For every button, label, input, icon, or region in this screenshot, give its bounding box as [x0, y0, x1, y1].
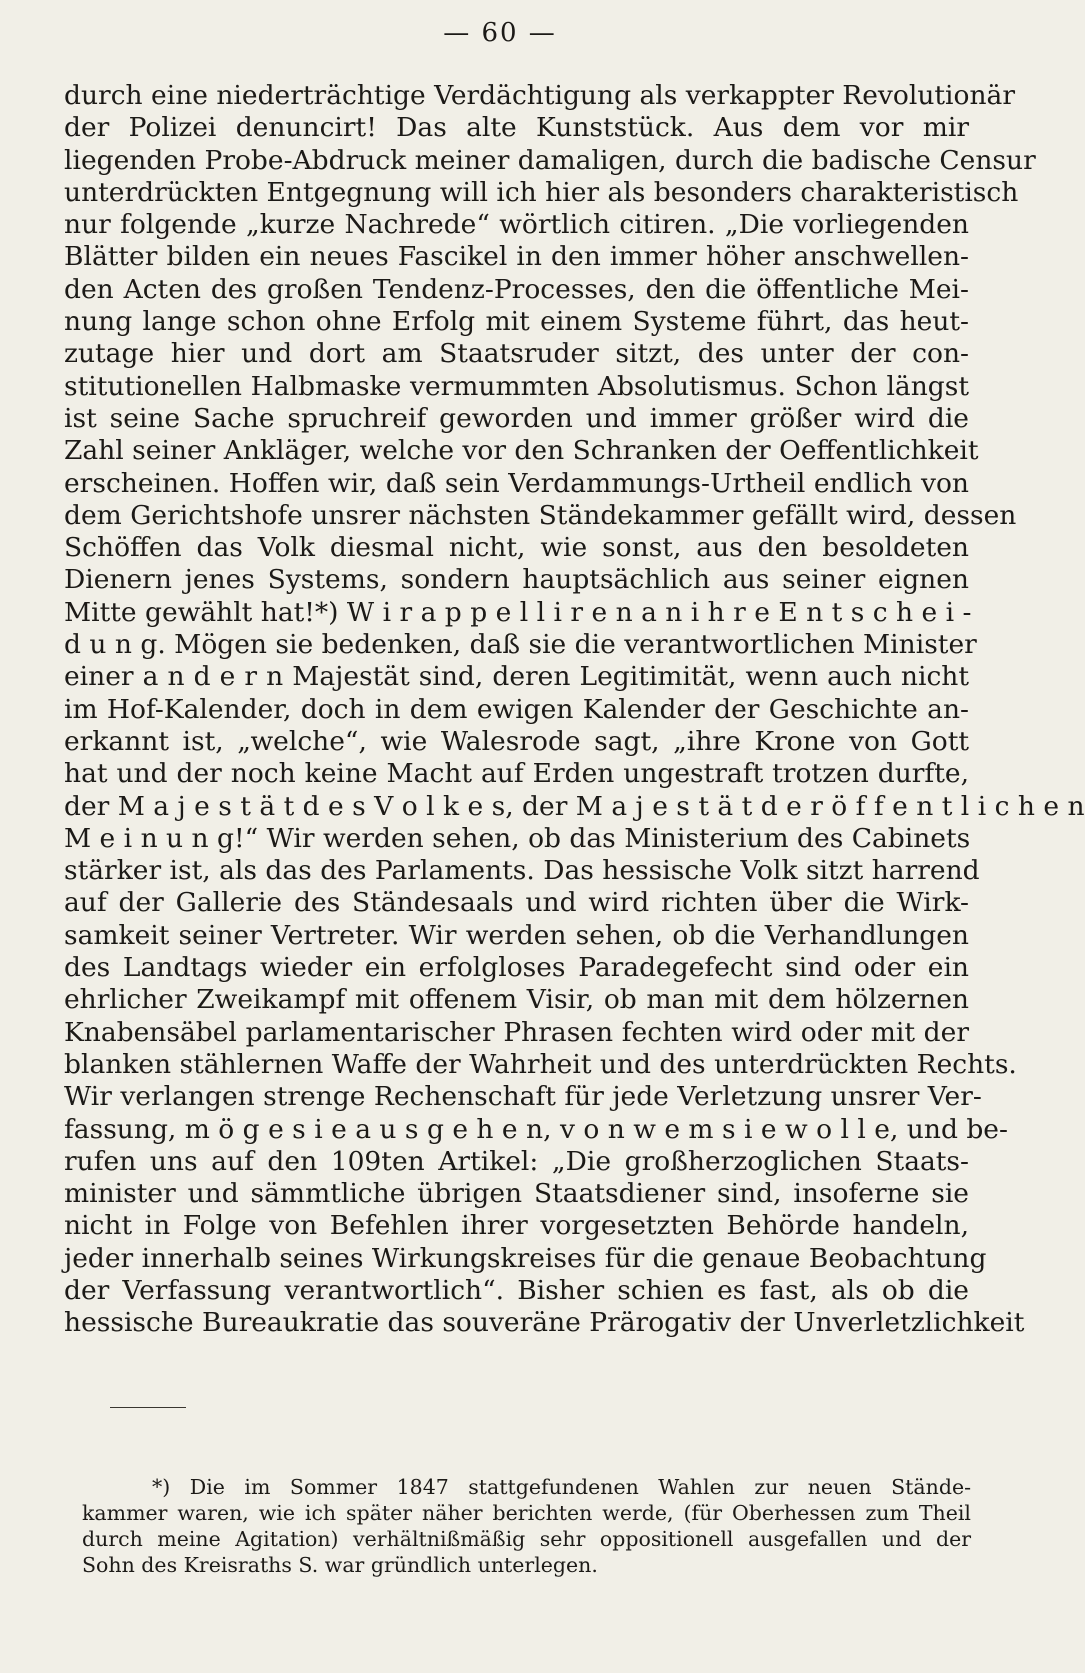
body-line: im Hof-Kalender, doch in dem ewigen Kalender der Geschichte an-	[64, 693, 969, 725]
body-line: fassung, m ö g e s i e a u s g e h e n, v o n w e m s i e w o l l e, und be-	[64, 1113, 1008, 1145]
body-line: minister und sämmtliche übrigen Staatsdiener sind, insoferne sie	[64, 1178, 969, 1210]
body-line: stitutionellen Halbmaske vermummten Absolutismus. Schon längst	[64, 370, 969, 402]
body-line: durch eine niederträchtige Verdächtigung als verkappter Revolutionär	[64, 80, 1015, 111]
body-line: Knabensäbel parlamentarischer Phrasen fechten wird oder mit der	[64, 1016, 969, 1048]
body-line: Dienern jenes Systems, sondern hauptsächlich aus seiner eignen	[64, 564, 969, 596]
footnote-line: *) Die im Sommer 1847 stattgefundenen Wahlen zur neuen Stände-	[152, 1475, 971, 1499]
body-line: des Landtags wieder ein erfolgloses Paradegefecht sind oder ein	[64, 952, 969, 984]
body-line: d u n g. Mögen sie bedenken, daß sie die verantwortlichen Minister	[64, 629, 977, 661]
body-line: nicht in Folge von Befehlen ihrer vorgesetzten Behörde handeln,	[64, 1210, 969, 1242]
body-line: nur folgende „kurze Nachrede“ wörtlich citiren. „Die vorliegenden	[64, 209, 969, 241]
body-line: den Acten des großen Tendenz-Processes, den die öffentliche Mei-	[64, 273, 969, 305]
body-line: stärker ist, als das des Parlaments. Das hessische Volk sitzt harrend	[64, 855, 980, 887]
footnote-line: Sohn des Kreisraths S. war gründlich unterlegen.	[82, 1553, 598, 1577]
body-line: Zahl seiner Ankläger, welche vor den Schranken der Oeffentlichkeit	[64, 435, 979, 467]
footnote-line: durch meine Agitation) verhältnißmäßig sehr oppositionell ausgefallen und der	[82, 1527, 971, 1551]
body-line: nung lange schon ohne Erfolg mit einem Systeme führt, das heut-	[64, 306, 969, 338]
body-line: ist seine Sache spruchreif geworden und immer größer wird die	[64, 402, 969, 434]
body-line: dem Gerichtshofe unsrer nächsten Ständekammer gefällt wird, dessen	[64, 499, 1017, 531]
body-line: erkannt ist, „welche“, wie Walesrode sagt, „ihre Krone von Gott	[64, 725, 969, 757]
body-line: zutage hier und dort am Staatsruder sitzt, des unter der con-	[64, 338, 969, 370]
body-line: erscheinen. Hoffen wir, daß sein Verdammungs-Urtheil endlich von	[64, 467, 969, 499]
footnote-separator	[110, 1407, 186, 1408]
body-text	[64, 80, 1085, 1340]
body-line: Schöffen das Volk diesmal nicht, wie sonst, aus den besoldeten	[64, 532, 969, 564]
body-line: jeder innerhalb seines Wirkungskreises für die genaue Beobachtung	[64, 1242, 987, 1274]
body-line: auf der Gallerie des Ständesaals und wird richten über die Wirk-	[64, 887, 969, 919]
body-line: hessische Bureaukratie das souveräne Prärogativ der Unverletzlichkeit	[64, 1307, 1025, 1339]
body-line: hat und der noch keine Macht auf Erden ungestraft trotzen durfte,	[64, 758, 969, 790]
body-line: rufen uns auf den 109ten Artikel: „Die großherzoglichen Staats-	[64, 1145, 969, 1177]
body-line: M e i n u n g!“ Wir werden sehen, ob das Ministerium des Cabinets	[64, 822, 971, 854]
body-line: blanken stählernen Waffe der Wahrheit und des unterdrückten Rechts.	[64, 1048, 1017, 1080]
body-line: Blätter bilden ein neues Fascikel in den immer höher anschwellen-	[64, 241, 969, 273]
footnote	[82, 1474, 971, 1578]
body-line: einer a n d e r n Majestät sind, deren Legitimität, wenn auch nicht	[64, 661, 969, 693]
body-line: unterdrückten Entgegnung will ich hier als besonders charakteristisch	[64, 176, 1019, 208]
page-number: — 60 —	[443, 18, 557, 48]
footnote-line: kammer waren, wie ich später näher berichten werde, (für Oberhessen zum Theil	[82, 1501, 971, 1525]
body-line: Mitte gewählt hat!*) W i r a p p e l l i r e n a n i h r e E n t s c h e i -	[64, 596, 972, 628]
body-line: samkeit seiner Vertreter. Wir werden sehen, ob die Verhandlungen	[64, 919, 969, 951]
body-line: Wir verlangen strenge Rechenschaft für jede Verletzung unsrer Ver-	[64, 1081, 982, 1113]
body-line: ehrlicher Zweikampf mit offenem Visir, ob man mit dem hölzernen	[64, 984, 969, 1016]
body-line: der M a j e s t ä t d e s V o l k e s, der M a j e s t ä t d e r ö f f e n t l i c h e n	[64, 790, 1085, 822]
body-line: der Verfassung verantwortlich“. Bisher schien es fast, als ob die	[64, 1274, 969, 1306]
body-line: der Polizei denuncirt! Das alte Kunststück. Aus dem vor mir	[64, 112, 969, 144]
body-line: liegenden Probe-Abdruck meiner damaligen, durch die badische Censur	[64, 144, 1036, 176]
